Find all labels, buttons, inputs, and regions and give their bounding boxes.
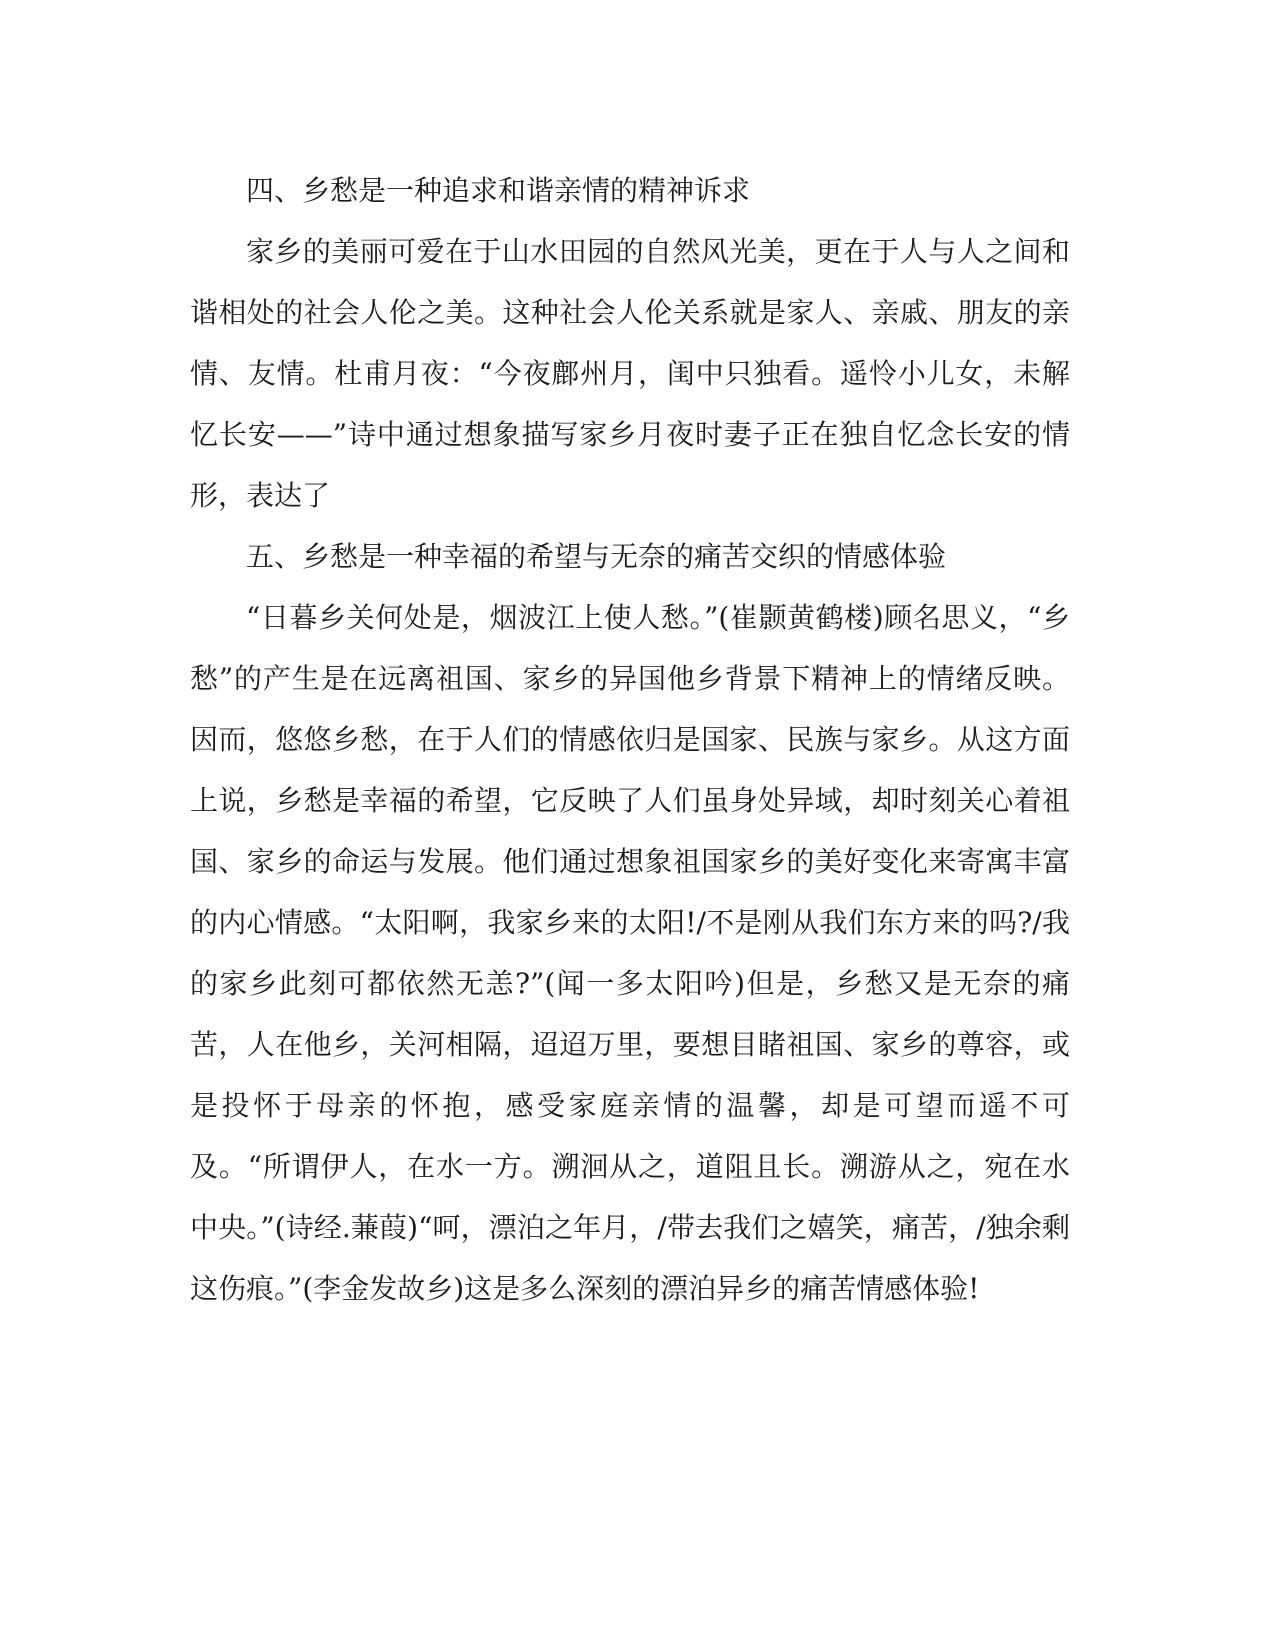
section-paragraph-5: “日暮乡关何处是，烟波江上使人愁。”(崔颢黄鹤楼)顾名思义，“乡愁”的产生是在远离祖国、家乡的异国他乡背景下精神上的情绪反映。因而，悠悠乡愁，在于人们的情感依归是国家、民族与家乡。从这方面上说，乡愁是幸福的希望，它反映了人们虽身处异域，却时刻关心着祖国、家乡的命运与发展。他们通过想象祖国家乡的美好变化来寄寓丰富的内心情感。“太阳啊，我家乡来的太阳!/不是刚从我们东方来的吗?/我的家乡此刻可都依然无恙?”(闻一多太阳吟)但是，乡愁又是无奈的痛苦，人在他乡，关河相隔，迢迢万里，要想目睹祖国、家乡的尊容，或是投怀于母亲的怀抱，感受家庭亲情的温馨，却是可望而遥不可及。“所谓伊人，在水一方。溯洄从之，道阻且长。溯游从之，宛在水中央。”(诗经.蒹葭)“呵，漂泊之年月，/带去我们之嬉笑，痛苦，/独余剩这伤痕。”(李金发故乡)这是多么深刻的漂泊异乡的痛苦情感体验!: [190, 601, 1070, 1305]
section-heading-5: 五、乡愁是一种幸福的希望与无奈的痛苦交织的情感体验: [246, 540, 947, 573]
section-heading-4: 四、乡愁是一种追求和谐亲情的精神诉求: [246, 174, 751, 207]
section-paragraph-4: 家乡的美丽可爱在于山水田园的自然风光美，更在于人与人之间和谐相处的社会人伦之美。这种社会人伦关系就是家人、亲戚、朋友的亲情、友情。杜甫月夜：“今夜鄜州月，闺中只独看。遥怜小儿女，未解忆长安——”诗中通过想象描写家乡月夜时妻子正在独自忆念长安的情形，表达了: [190, 235, 1070, 512]
document-body: [190, 160, 1070, 1319]
